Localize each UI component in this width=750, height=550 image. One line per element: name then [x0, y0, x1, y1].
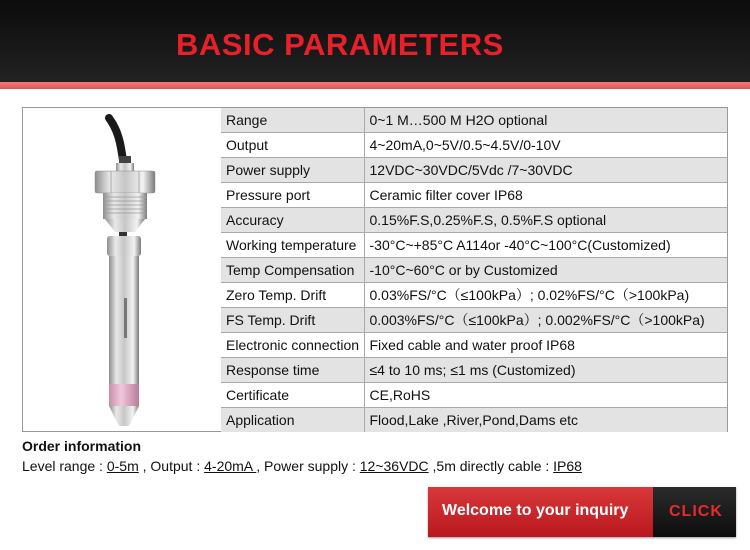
parameter-row [221, 308, 727, 333]
parameter-row [221, 283, 727, 308]
parameter-row [221, 233, 727, 258]
parameter-value: ≤4 to 10 ms; ≤1 ms (Customized) [364, 358, 727, 383]
parameter-row [221, 183, 727, 208]
parameter-row [221, 208, 727, 233]
parameter-label: Power supply [221, 158, 364, 183]
parameter-value: 0~1 M…500 M H2O optional [364, 108, 727, 133]
inquiry-button[interactable] [428, 487, 736, 537]
parameter-value: 4~20mA,0~5V/0.5~4.5V/0-10V [364, 133, 727, 158]
parameter-label: Output [221, 133, 364, 158]
level-range-value: 0-5m [106, 458, 139, 474]
order-information-title: Order information [22, 438, 142, 454]
level-range-label: Level range : [22, 458, 107, 474]
header-stripe [0, 82, 750, 89]
parameter-value: 0.03%FS/°C（≤100kPa）; 0.02%FS/°C（>100kPa) [364, 283, 727, 308]
parameter-label: Electronic connection [221, 333, 364, 358]
parameter-label: Temp Compensation [221, 258, 364, 283]
parameter-value: 0.15%F.S,0.25%F.S, 0.5%F.S optional [364, 208, 727, 233]
parameter-label: FS Temp. Drift [221, 308, 364, 333]
parameter-row [221, 258, 727, 283]
page-title: BASIC PARAMETERS [176, 27, 504, 62]
inquiry-text: Welcome to your inquiry [442, 502, 629, 519]
parameter-row [221, 408, 727, 433]
parameter-value: 12VDC~30VDC/5Vdc /7~30VDC [364, 158, 727, 183]
parameter-value: -30°C~+85°C A114or -40°C~100°C(Customized) [364, 233, 727, 258]
parameter-value: CE,RoHS [364, 383, 727, 408]
parameter-row [221, 333, 727, 358]
parameter-label: Zero Temp. Drift [221, 283, 364, 308]
power-supply-label: , Power supply : [256, 458, 360, 474]
parameter-row [221, 158, 727, 183]
parameter-row [221, 108, 727, 133]
level-sensor-image [23, 108, 221, 431]
click-label: CLICK [669, 503, 723, 520]
cable-value: IP68 [553, 458, 582, 474]
parameter-value: -10°C~60°C or by Customized [364, 258, 727, 283]
header-banner [0, 0, 750, 82]
click-button[interactable] [653, 487, 736, 537]
parameter-value: 0.003%FS/°C（≤100kPa）; 0.002%FS/°C（>100kPa) [364, 308, 727, 333]
power-supply-value: 12~36VDC [359, 458, 429, 474]
parameter-label: Pressure port [221, 183, 364, 208]
parameter-value: Fixed cable and water proof IP68 [364, 333, 727, 358]
parameter-label: Application [221, 408, 364, 433]
parameter-value: Ceramic filter cover IP68 [364, 183, 727, 208]
parameter-label: Certificate [221, 383, 364, 408]
output-value: 4-20mA [204, 458, 257, 474]
parameter-label: Response time [221, 358, 364, 383]
parameters-table [221, 108, 727, 432]
output-label: , Output : [138, 458, 205, 474]
parameter-label: Working temperature [221, 233, 364, 258]
parameter-label: Range [221, 108, 364, 133]
parameter-value: Flood,Lake ,River,Pond,Dams etc [364, 408, 727, 433]
order-information-line [22, 458, 582, 474]
spec-table-container [22, 107, 728, 432]
parameter-label: Accuracy [221, 208, 364, 233]
parameter-row [221, 133, 727, 158]
product-image [23, 108, 222, 431]
parameter-row [221, 358, 727, 383]
parameter-row [221, 383, 727, 408]
cable-label: ,5m directly cable : [428, 458, 554, 474]
